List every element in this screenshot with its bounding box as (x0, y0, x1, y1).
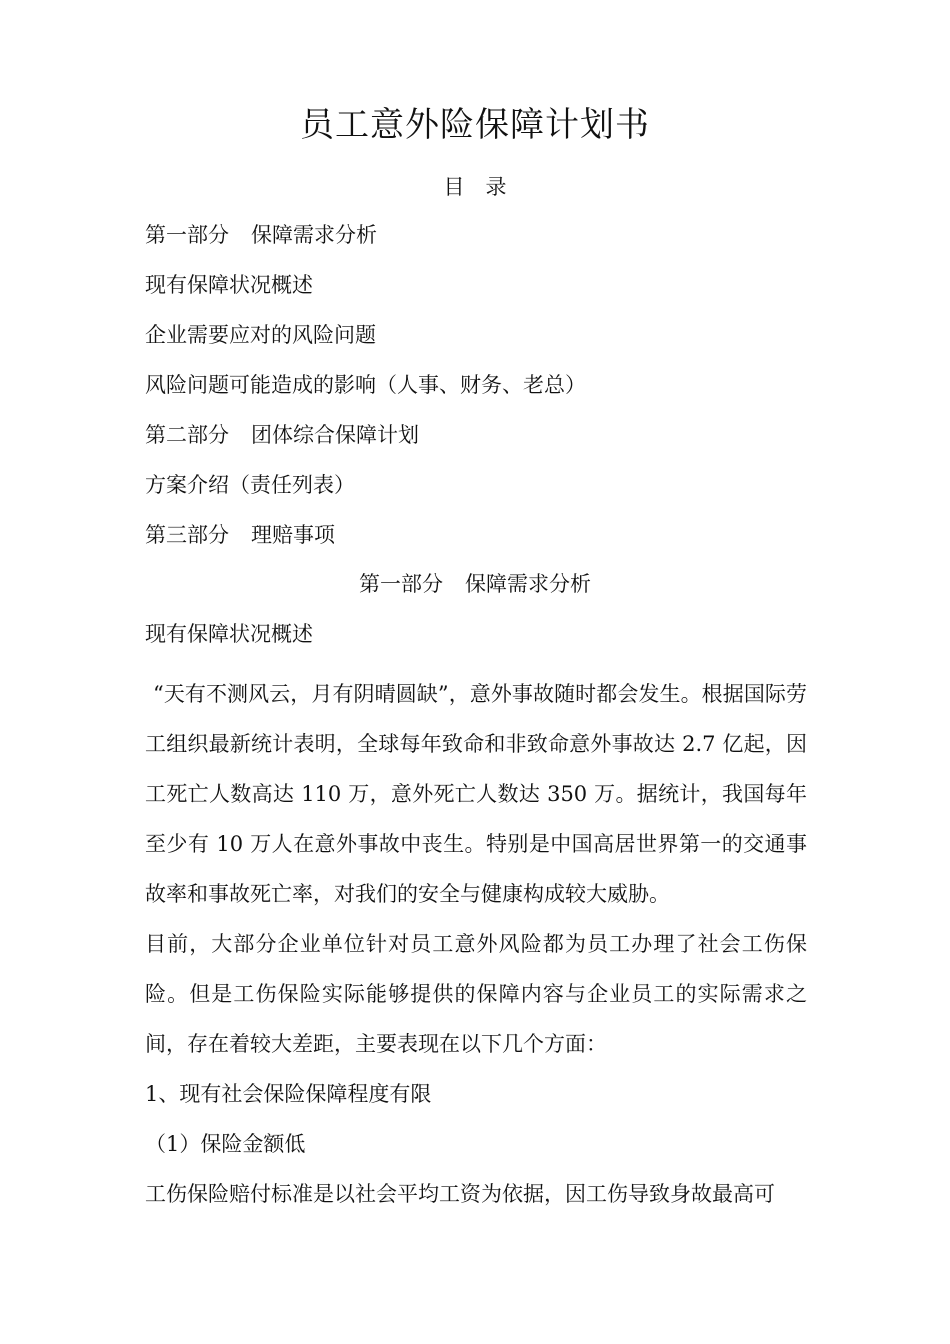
toc-item-overview (145, 270, 313, 300)
toc-part-label: 第二部分 (145, 423, 229, 447)
toc-item-plan (145, 470, 355, 500)
toc-part-label: 第三部分 (145, 523, 229, 547)
toc-item-text: 企业需要应对的风险问题 (145, 323, 376, 347)
list-subitem-heading: （1）保险金额低 (145, 1132, 306, 1156)
section-title: 保障需求分析 (465, 572, 591, 596)
toc-part-label: 第一部分 (145, 223, 229, 247)
toc-item-part-1 (145, 220, 377, 250)
paragraph: 目前，大部分企业单位针对员工意外风险都为员工办理了社会工伤保险。但是工伤保险实际能够提供的保障内容与企业员工的实际需求之间，存在着较大差距，主要表现在以下几个方面： (145, 932, 807, 1056)
toc-heading: 目 录 (443, 175, 507, 199)
toc-item-text: 保障需求分析 (251, 223, 377, 247)
toc-item-text: 理赔事项 (251, 523, 335, 547)
toc-item-text: 方案介绍（责任列表） (145, 473, 355, 497)
list-item-heading: 1、现有社会保险保障程度有限 (145, 1082, 432, 1106)
section-heading (0, 569, 950, 599)
paragraph: “天有不测风云，月有阴晴圆缺”，意外事故随时都会发生。根据国际劳工组织最新统计表明，全球每年致命和非致命意外事故达 2.7 亿起，因工死亡人数高达 110 万，意外死亡人数达 350 万。据统计，我国每年至少有 10 万人在意外事故中丧生。特别是中国高居世界第一的交通事故率和事故死亡率，对我们的安全与健康构成较大威胁。 (145, 682, 807, 906)
toc-item-text: 风险问题可能造成的影响（人事、财务、老总） (145, 373, 586, 397)
toc-item-text: 现有保障状况概述 (145, 273, 313, 297)
paragraph: 工伤保险赔付标准是以社会平均工资为依据，因工伤导致身故最高可 (145, 1182, 775, 1206)
section-part-label: 第一部分 (359, 572, 443, 596)
toc-item-part-3 (145, 520, 335, 550)
toc-item-risks (145, 320, 376, 350)
toc-item-impact (145, 370, 586, 400)
toc-item-part-2 (145, 420, 419, 450)
document-title: 员工意外险保障计划书 (300, 105, 650, 145)
subheading: 现有保障状况概述 (145, 622, 313, 646)
body-text (145, 669, 807, 1219)
toc-item-text: 团体综合保障计划 (251, 423, 419, 447)
